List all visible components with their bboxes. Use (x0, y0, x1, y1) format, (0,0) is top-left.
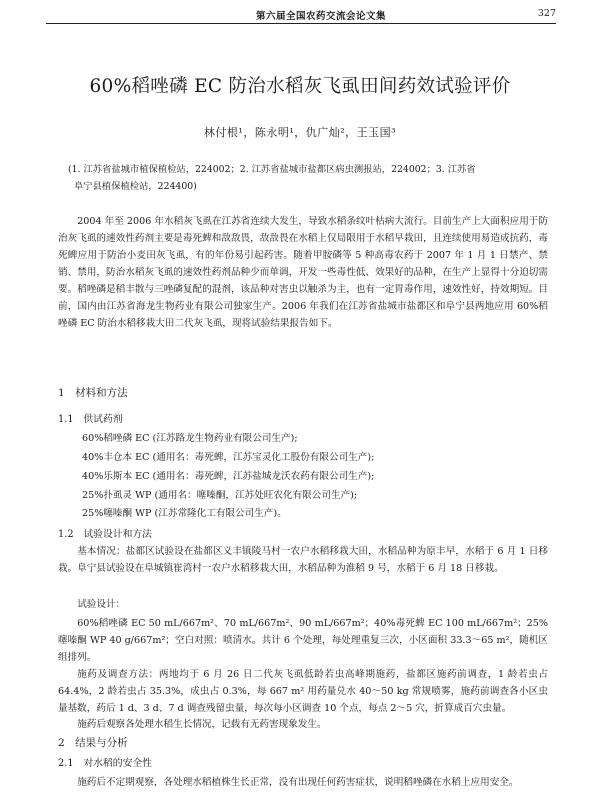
section-heading-2: 2 结果与分析 (58, 737, 128, 750)
pesticide-item: 40%乐斯本 EC (通用名：毒死蜱，江苏盐城龙沃农药有限公司生产); (82, 470, 375, 482)
page-number: 327 (537, 8, 556, 19)
author-list: 林付根¹，陈永明¹，仇广灿²，王玉国³ (203, 126, 397, 139)
header-rule (46, 23, 556, 24)
pesticide-item: 25%扑虱灵 WP (通用名：噻嗪酮，江苏处旺农化有限公司生产); (82, 489, 358, 501)
subsection-heading-1-1: 1.1 供试药剂 (58, 414, 123, 426)
paper-title: 60%稻唑磷 EC 防治水稻灰飞虱田间药效试验评价 (89, 76, 511, 97)
subsection-heading-1-2: 1.2 试验设计和方法 (58, 529, 152, 541)
conference-name: 第六届全国农药交流会论文集 (256, 11, 387, 22)
intro-paragraph: 2004 年至 2006 年水稻灰飞虱在江苏省连续大发生，导致水稻条纹叶枯病大流行。目前生产上大面积应用于防治灰飞虱的速效性药剂主要是毒死蜱和敌敌畏，敌敌畏在水稻上仅局限用于水稻早栽田，且连续使用易造成抗药，毒死蜱应用于防治小麦田灰飞虱，有的年份易引起药害。随着甲胺磷等 5 种高毒农药于 2007 年 1 月 1 日禁产、禁销、禁用，防治水稻灰飞虱的速效性药剂品种少而单调，开发一些毒性低、效果好的品种，在生产上显得十分迫切需要。稻唑磷是稻丰散与三唑磷复配的混剂，该品种对害虫以触杀为主，也有一定胃毒作用，速效性好，持效期短。目前，国内由江苏省海龙生物药业有限公司独家生产。2006 年我们在江苏省盐城市盐都区和阜宁县两地应用 60%稻唑磷 EC 防治水稻移栽大田二代灰飞虱，现将试验结果报告如下。 (58, 216, 548, 330)
affiliation-line: 阜宁县植保植检站，224400) (74, 180, 197, 192)
safety-observation-paragraph: 施药后观察各处理水稻生长情况，记载有无药害现象发生。 (77, 718, 327, 730)
pesticide-item: 25%噻嗪酮 WP (江苏常隆化工有限公司生产)。 (82, 508, 287, 520)
design-label: 试验设计： (77, 598, 126, 610)
pesticide-item: 60%稻唑磷 EC (江苏路龙生物药业有限公司生产); (82, 432, 298, 444)
safety-result-paragraph: 施药后不定期观察，各处理水稻植株生长正常，没有出现任何药害症状，说明稻唑磷在水稻上应用安全。 (77, 777, 519, 789)
basic-info-paragraph: 基本情况：盐都区试验设在盐都区义丰镇陵马村一农户水稻移栽大田，水稻品种为原丰早，水稻于 6 月 1 日移栽。阜宁县试验设在阜城镇崔湾村一农户水稻移栽大田，水稻品种为淮稻 9 号，水稻于 6 月 18 日移栽。 (58, 546, 548, 575)
section-heading-1: 1 材料和方法 (58, 386, 128, 399)
design-paragraph: 60%稻唑磷 EC 50 mL/667m²、70 mL/667m²、90 mL/667m²；40%毒死蜱 EC 100 mL/667m²；25%噻嗪酮 WP 40 g/667m²；空白对照：喷清水。共计 6 个处理，每处理重复三次，小区面积 33.3～65 m²，随机区组排列。 (58, 617, 548, 663)
pesticide-item: 40%丰仓本 EC (通用名：毒死蜱，江苏宝灵化工股份有限公司生产); (82, 451, 375, 463)
affiliation-line: (1. 江苏省盐城市植保植检站，224002；2. 江苏省盐城市盐都区病虫测报站，224002；3. 江苏省 (68, 164, 476, 175)
running-header (46, 8, 556, 22)
affiliations (68, 162, 543, 195)
subsection-heading-2-1: 2.1 对水稻的安全性 (58, 758, 152, 770)
survey-method-paragraph: 施药及调查方法：两地均于 6 月 26 日二代灰飞虱低龄若虫高峰期施药，盐都区施药前调查，1 龄若虫占 64.4%，2 龄若虫占 35.3%，成虫占 0.3%，每 667 m² 用药量兑水 40～50 kg 常规喷雾，施药前调查各小区虫量基数，药后 1 d、3 d、7 d 调查残留虫量，每次每小区调查 10 个点，每点 2～5 穴，折算成百穴虫量。 (58, 668, 548, 714)
